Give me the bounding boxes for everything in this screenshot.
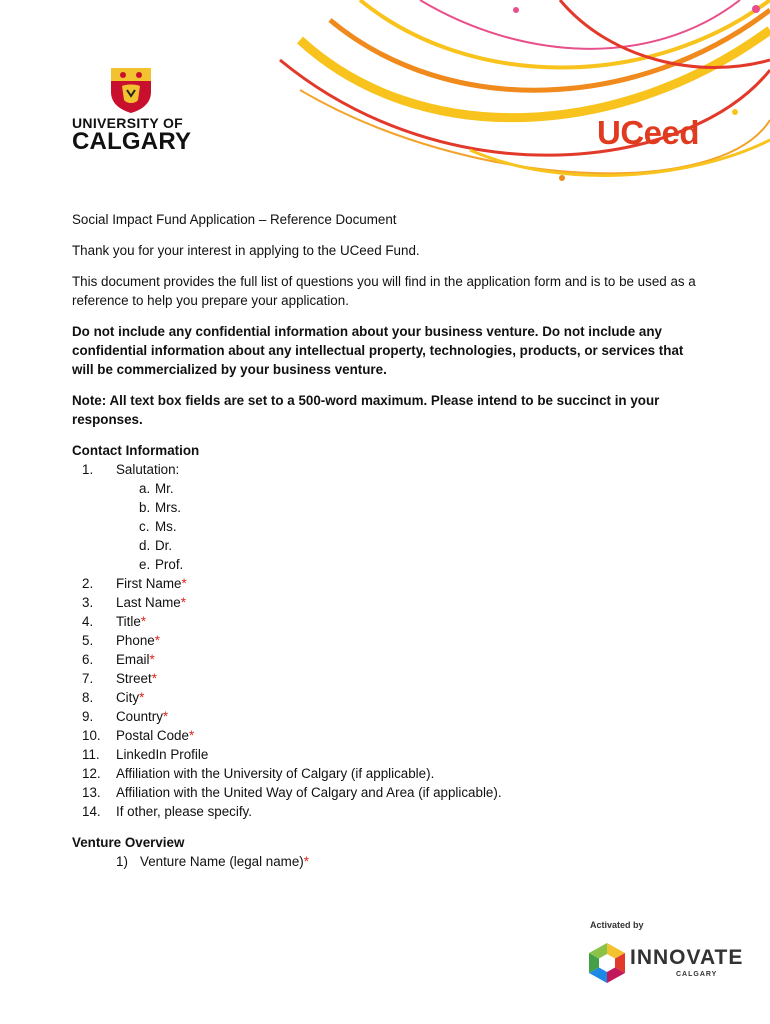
salutation-option xyxy=(72,517,702,536)
list-item-number: 9. xyxy=(82,709,94,724)
required-asterisk: * xyxy=(188,728,195,743)
list-item-number: 8. xyxy=(82,690,94,705)
list-item-number: 10. xyxy=(82,728,101,743)
salutation-option xyxy=(72,479,702,498)
activated-by-label: Activated by xyxy=(590,920,644,930)
list-item xyxy=(72,688,702,707)
list-item-number: 11. xyxy=(82,747,100,762)
salutation-option xyxy=(72,555,702,574)
list-item xyxy=(72,764,702,783)
intro-paragraph: This document provides the full list of questions you will find in the application form and is to be used as a reference to help you prepare your application. xyxy=(72,274,696,308)
list-item xyxy=(72,460,702,479)
required-asterisk: * xyxy=(181,576,187,591)
list-item-label: Phone xyxy=(116,633,155,648)
list-item xyxy=(72,631,702,650)
list-item-label: Country xyxy=(116,709,163,724)
list-item-label: Venture Name (legal name) xyxy=(140,854,304,869)
innovate-hexagon-icon xyxy=(588,942,626,984)
list-item-label: LinkedIn Profile xyxy=(116,747,209,762)
required-asterisk: * xyxy=(162,709,169,724)
list-item xyxy=(72,802,702,821)
option-label: Dr. xyxy=(155,538,173,553)
list-item-number: 2. xyxy=(82,576,94,591)
list-item-label: Affiliation with the United Way of Calgary and Area (if applicable). xyxy=(116,785,502,800)
list-item-number: 7. xyxy=(82,671,94,686)
contact-field-list xyxy=(72,460,702,821)
innovate-wordmark: INNOVATE xyxy=(630,946,744,969)
required-asterisk: * xyxy=(180,595,186,610)
list-item xyxy=(72,593,702,612)
required-asterisk: * xyxy=(139,690,145,705)
list-item xyxy=(72,574,702,593)
option-letter: e. xyxy=(139,557,151,572)
list-item-label: City xyxy=(116,690,140,705)
salutation-option xyxy=(72,498,702,517)
list-item-label: Email xyxy=(116,652,150,667)
list-item xyxy=(72,707,702,726)
document-title: Social Impact Fund Application – Reference Document xyxy=(72,212,397,227)
option-letter: a. xyxy=(139,481,151,496)
university-crest-icon xyxy=(108,66,154,114)
list-item-number: 13. xyxy=(82,785,101,800)
list-item-number: 4. xyxy=(82,614,94,629)
list-item-number: 12. xyxy=(82,766,101,781)
required-asterisk: * xyxy=(154,633,160,648)
option-label: Mr. xyxy=(155,481,174,496)
option-label: Ms. xyxy=(155,519,177,534)
list-item xyxy=(72,612,702,631)
required-asterisk: * xyxy=(140,614,147,629)
option-label: Prof. xyxy=(155,557,184,572)
venture-overview-heading: Venture Overview xyxy=(72,835,185,850)
logo-text-university-of: UNIVERSITY OF xyxy=(72,115,183,131)
document-body xyxy=(72,210,702,871)
list-item-label: Affiliation with the University of Calgary (if applicable). xyxy=(116,766,435,781)
list-item-label: Postal Code xyxy=(116,728,189,743)
venture-item-list xyxy=(72,852,702,871)
confidentiality-warning: Do not include any confidential information about your business venture. Do not include any confidential information about any intellectual property, technologies, products, or services that will be commercialized by your business venture. xyxy=(72,324,684,377)
calgary-wordmark: CALGARY xyxy=(676,971,718,978)
innovate-calgary-logo xyxy=(588,920,744,990)
thanks-paragraph: Thank you for your interest in applying to the UCeed Fund. xyxy=(72,243,420,258)
list-item-number: 6. xyxy=(82,652,94,667)
list-item-number: 1) xyxy=(116,854,128,869)
list-item-number: 3. xyxy=(82,595,94,610)
list-item-label: Last Name xyxy=(116,595,181,610)
list-item-label: Street xyxy=(116,671,152,686)
required-asterisk: * xyxy=(149,652,155,667)
salutation-option xyxy=(72,536,702,555)
list-item-label: First Name xyxy=(116,576,182,591)
list-item-label: Salutation: xyxy=(116,462,180,477)
list-item xyxy=(72,726,702,745)
option-letter: c. xyxy=(139,519,150,534)
option-letter: d. xyxy=(139,538,151,553)
list-item-number: 1. xyxy=(82,462,94,477)
list-item-number: 14. xyxy=(82,804,101,819)
list-item-label: Title xyxy=(116,614,141,629)
list-item xyxy=(72,783,702,802)
logo-text-calgary: CALGARY xyxy=(72,128,192,155)
word-limit-note: Note: All text box fields are set to a 500-word maximum. Please intend to be succinct in your responses. xyxy=(72,393,660,427)
list-item xyxy=(72,669,702,688)
list-item-number: 5. xyxy=(82,633,94,648)
required-asterisk: * xyxy=(151,671,157,686)
option-letter: b. xyxy=(139,500,151,515)
list-item-label: If other, please specify. xyxy=(116,804,252,819)
option-label: Mrs. xyxy=(155,500,182,515)
contact-info-heading: Contact Information xyxy=(72,443,200,458)
list-item xyxy=(72,852,702,871)
uceed-logo: UCeed xyxy=(597,114,700,151)
required-asterisk: * xyxy=(303,854,309,869)
list-item xyxy=(72,650,702,669)
list-item xyxy=(72,745,702,764)
